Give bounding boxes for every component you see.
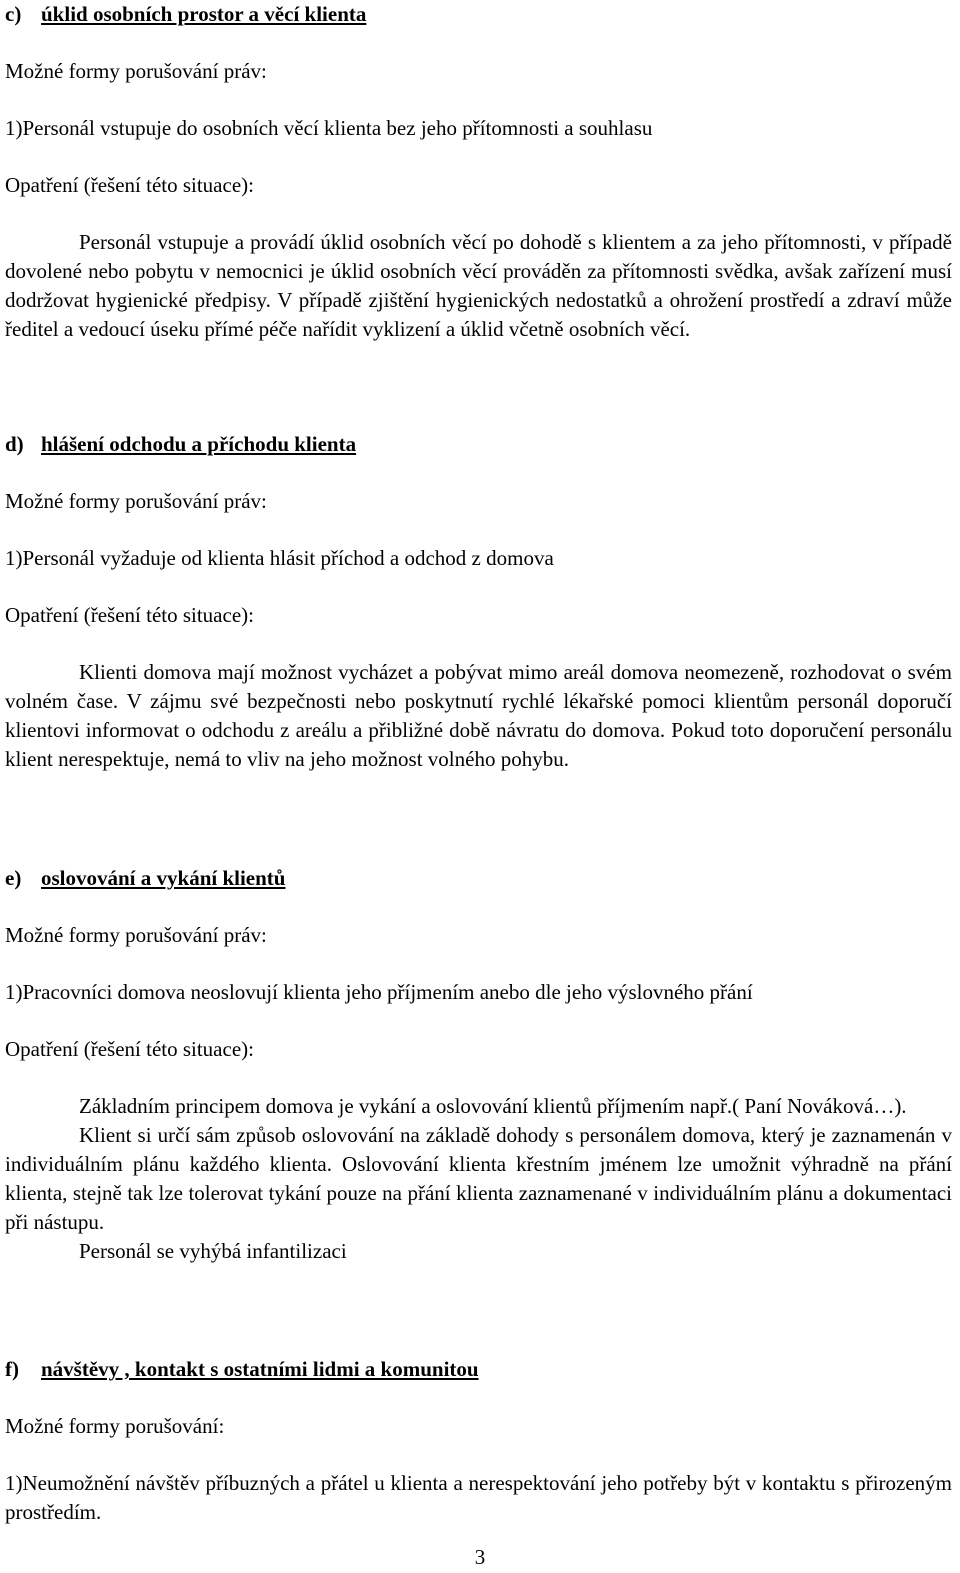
measure-paragraph: Personál se vyhýbá infantilizaci <box>79 1239 347 1263</box>
measures-label: Opatření (řešení této situace): <box>5 173 254 197</box>
section-letter: e) <box>5 866 22 890</box>
section-heading <box>5 864 952 893</box>
section-heading <box>5 430 952 459</box>
measure-paragraph: Klienti domova mají možnost vycházet a pobývat mimo areál domova neomezeně, rozhodovat o svém volném čase. V zájmu své bezpečnosti nebo poskytnutí rychlé lékařské pomoci klientům personál doporučí klientovi informovat o odchodu z areálu a přibližné době návratu do domova. Pokud toto doporučení personálu klient nerespektuje, nemá to vliv na jeho možnost volného pohybu. <box>5 660 952 771</box>
violations-label: Možné formy porušování: <box>5 1414 225 1438</box>
section-title: oslovování a vykání klientů <box>41 866 286 890</box>
section-e <box>5 864 952 1266</box>
section-c <box>5 0 952 344</box>
page-number: 3 <box>474 1545 486 1569</box>
measure-paragraph: Základním principem domova je vykání a oslovování klientů příjmením např.( Paní Nováková…). <box>79 1094 907 1118</box>
violation-text: 1)Pracovníci domova neoslovují klienta jeho příjmením anebo dle jeho výslovného přání <box>5 980 753 1004</box>
section-title: návštěvy , kontakt s ostatními lidmi a komunitou <box>41 1357 479 1381</box>
violation-text: 1)Personál vyžaduje od klienta hlásit příchod a odchod z domova <box>5 546 554 570</box>
violations-label: Možné formy porušování práv: <box>5 59 267 83</box>
measures-label: Opatření (řešení této situace): <box>5 603 254 627</box>
violations-label: Možné formy porušování práv: <box>5 489 267 513</box>
violations-label: Možné formy porušování práv: <box>5 923 267 947</box>
measure-paragraph: Klient si určí sám způsob oslovování na základě dohody s personálem domova, který je zaznamenán v individuálním plánu každého klienta. Oslovování klienta křestním jménem lze umožnit výhradně na přání klienta, stejně tak lze tolerovat tykání pouze na přání klienta zaznamenané v individuálním plánu a dokumentaci při nástupu. <box>5 1123 952 1234</box>
measure-paragraph: Personál vstupuje a provádí úklid osobních věcí po dohodě s klientem a za jeho přítomnosti, v případě dovolené nebo pobytu v nemocnici je úklid osobních věcí prováděn za přítomnosti svědka, avšak zařízení musí dodržovat hygienické předpisy. V případě zjištění hygienických nedostatků a ohrožení prostředí a zdraví může ředitel a vedoucí úseku přímé péče nařídit vyklizení a úklid včetně osobních věcí. <box>5 230 952 341</box>
violation-text: 1)Personál vstupuje do osobních věcí klienta bez jeho přítomnosti a souhlasu <box>5 116 653 140</box>
section-title: úklid osobních prostor a věcí klienta <box>41 2 367 26</box>
section-title: hlášení odchodu a příchodu klienta <box>41 432 357 456</box>
section-letter: d) <box>5 432 24 456</box>
measures-label: Opatření (řešení této situace): <box>5 1037 254 1061</box>
section-letter: c) <box>5 2 22 26</box>
section-d <box>5 430 952 774</box>
section-heading <box>5 0 952 29</box>
section-letter: f) <box>5 1357 19 1381</box>
violation-text: 1)Neumožnění návštěv příbuzných a přátel u klienta a nerespektování jeho potřeby být v kontaktu s přirozeným prostředím. <box>5 1471 952 1524</box>
section-f <box>5 1355 952 1527</box>
section-heading <box>5 1355 952 1384</box>
